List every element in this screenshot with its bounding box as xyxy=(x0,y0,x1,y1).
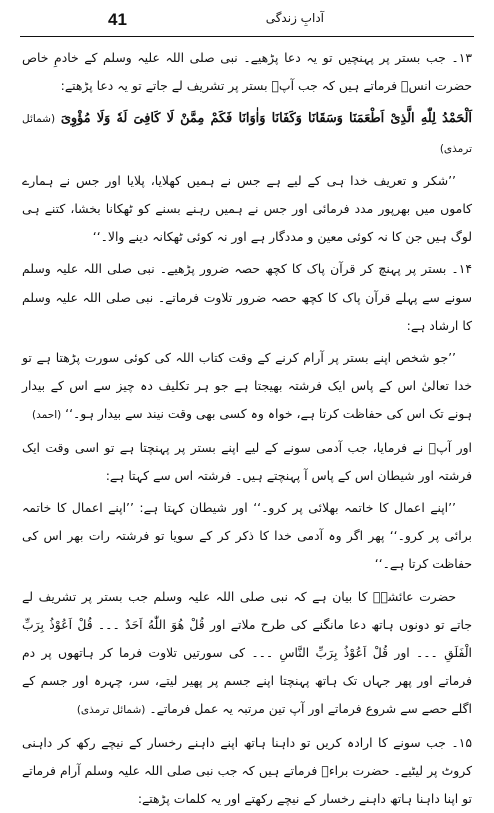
page-body xyxy=(22,44,472,807)
page-header xyxy=(20,8,474,34)
paragraph-text: ۱۵۔ جب سونے کا ارادہ کریں تو داہنا ہاتھ اپنے داہنے رخسار کے نیچے رکھ کر داہنی کروٹ پر لیٹیے۔ حضرت براءؓ فرماتے ہیں کہ جب نبی صلی اللہ علیہ وسلم آرام فرماتے تو اپنا داہنا ہاتھ داہنے رخسار کے نیچے رکھتے اور یہ کلمات پڑھتے: xyxy=(22,734,472,807)
paragraph-aisha xyxy=(22,583,472,725)
paragraph-text: ’’جو شخص اپنے بستر پر آرام کرنے کے وقت کتاب اللہ کی کوئی سورت پڑھتا ہے تو خدا تعالیٰ اس کے پاس ایک فرشتہ بھیجتا ہے جو ہر تکلیف دہ چیز سے اس کے بیدار ہونے تک اس کی حفاظت کرتا ہے، خواہ وہ کسی بھی وقت نیند سے بیدار ہو۔‘‘ xyxy=(22,350,472,422)
reference: (شمائل ترمذی) xyxy=(76,704,146,717)
paragraph-text: ۱۳۔ جب بستر پر پہنچیں تو یہ دعا پڑھیے۔ نبی صلی اللہ علیہ وسلم کے خادمِ خاص حضرت انسؓ فرماتے ہیں کہ جب آپؐ بستر پر تشریف لے جاتے تو یہ دعا پڑھتے: xyxy=(22,50,472,94)
paragraph-text: ۱۴۔ بستر پر پہنچ کر قرآن پاک کا کچھ حصہ ضرور پڑھیے۔ نبی صلی اللہ علیہ وسلم سونے سے پہلے قرآن پاک کا کچھ حصہ ضرور تلاوت فرماتے۔ نبی صلی اللہ علیہ وسلم کا ارشاد ہے: xyxy=(22,261,472,333)
paragraph-text: اور آپؐ نے فرمایا، جب آدمی سونے کے لیے اپنے بستر پر پہنچتا ہے تو اسی وقت ایک فرشتہ اور شیطان اس کے پاس آ پہنچتے ہیں۔ فرشتہ اس سے کہتا ہے: xyxy=(22,439,472,483)
paragraph-text: حضرت عائشہؓ کا بیان ہے کہ نبی صلی اللہ علیہ وسلم جب بستر پر تشریف لے جاتے تو دونوں ہاتھ دعا مانگنے کی طرح ملاتے اور قُلْ هُوَ اللّٰهُ اَحَدٌ ۔۔۔ قُلْ اَعُوْذُ بِرَبِّ الْفَلَقِ ۔۔۔ اور قُلْ اَعُوْذُ بِرَبِّ النَّاسِ ۔۔۔ کی سورتیں تلاوت فرما کر ہاتھوں پر دم فرماتے اور پھر جہاں تک ہاتھ پہنچتا اپنے جسم پر پھیر لیتے، سر، چہرہ اور جسم کے اگلے حصے سے شروع فرماتے اور آپ تین مرتبہ یہ عمل فرماتے۔ xyxy=(22,588,472,717)
paragraph-angel xyxy=(22,434,472,490)
paragraph-15 xyxy=(22,729,472,813)
arabic-dua xyxy=(22,104,472,162)
arabic-dua-text: اَلْحَمْدُ لِلّٰهِ الَّذِیْ اَطْعَمَنَا وَسَقَانَا وَکَفَانَا وَاٰوَانَا فَکَمْ مِمَّنْ لَا کَافِیَ لَهٗ وَلَا مُؤْوِیَ xyxy=(60,111,472,127)
dua-translation xyxy=(22,167,472,252)
reference: (احمد) xyxy=(32,409,62,422)
page-number: 41 xyxy=(108,10,127,29)
paragraph-text: ’’اپنے اعمال کا خاتمہ بھلائی پر کرو۔‘‘ اور شیطان کہتا ہے: ’’اپنے اعمال کا خاتمہ برائی پر کرو۔‘‘ پھر اگر وہ آدمی خدا کا ذکر کر کے سویا تو فرشتہ رات بھر اس کی حفاظت کرتا ہے۔‘‘ xyxy=(22,500,472,572)
hadith-quote xyxy=(22,344,472,430)
paragraph-text: ’’شکر و تعریف خدا ہی کے لیے ہے جس نے ہمیں کھلایا، پلایا اور جس نے ہمارے کاموں میں بھرپور مدد فرمائی اور جس نے ہمیں رہنے بسنے کو ٹھکانا بخشا، کتنے ہی لوگ ہیں جن کا نہ کوئی معین و مددگار ہے اور نہ کوئی ٹھکانہ دینے والا۔‘‘ xyxy=(22,172,472,245)
running-title: آدابِ زندگی xyxy=(265,11,324,25)
paragraph-14 xyxy=(22,255,472,340)
paragraph-13 xyxy=(22,44,472,100)
reference: (شمائل ترمذی) xyxy=(22,113,472,155)
header-rule xyxy=(20,36,474,37)
angel-quote xyxy=(22,494,472,579)
